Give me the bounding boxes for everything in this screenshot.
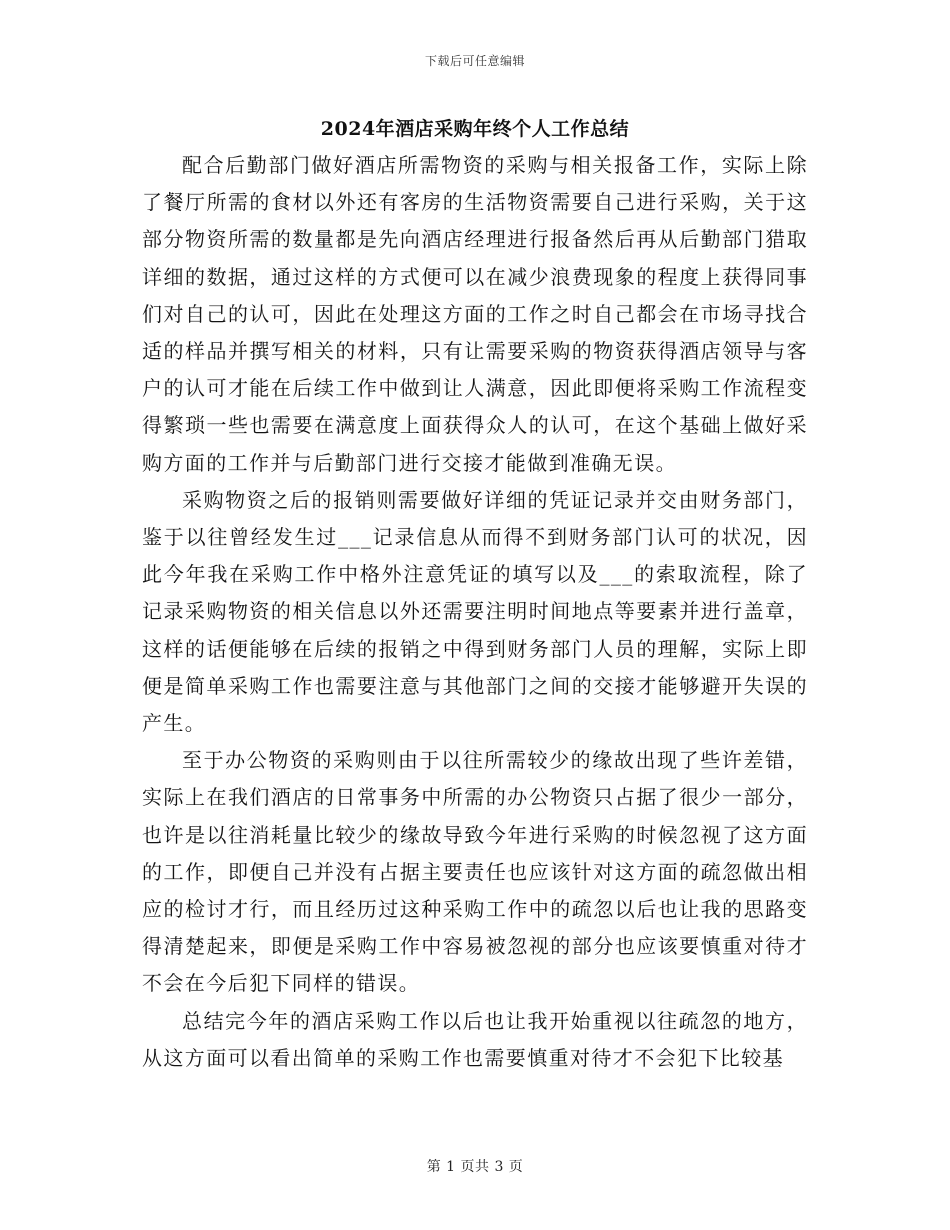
header-note: 下载后可任意编辑 (424, 54, 525, 68)
paragraph-1: 配合后勤部门做好酒店所需物资的采购与相关报备工作，实际上除了餐厅所需的食材以外还有客房的生活物资需要自己进行采购，关于这部分物资所需的数量都是先向酒店经理进行报备然后再从后勤部门猎取详细的数据，通过这样的方式便可以在减少浪费现象的程度上获得同事们对自己的认可，因此在处理这方面的工作之时自己都会在市场寻找合适的样品并撰写相关的材料，只有让需要采购的物资获得酒店领导与客户的认可才能在后续工作中做到让人满意，因此即便将采购工作流程变得繁琐一些也需要在满意度上面获得众人的认可，在这个基础上做好采购方面的工作并与后勤部门进行交接才能做到准确无误。 (142, 153, 808, 475)
paragraph-4: 总结完今年的酒店采购工作以后也让我开始重视以往疏忽的地方，从这方面可以看出简单的采购工作也需要慎重对待才不会犯下比较基 (142, 1008, 808, 1070)
paragraph-3: 至于办公物资的采购则由于以往所需较少的缘故出现了些许差错，实际上在我们酒店的日常事务中所需的办公物资只占据了很少一部分，也许是以往消耗量比较少的缘故导致今年进行采购的时候忽视了这方面的工作，即便自己并没有占据主要责任也应该针对这方面的疏忽做出相应的检讨才行，而且经历过这种采购工作中的疏忽以后也让我的思路变得清楚起来，即便是采购工作中容易被忽视的部分也应该要慎重对待才不会在今后犯下同样的错误。 (142, 748, 808, 996)
paragraph-2: 采购物资之后的报销则需要做好详细的凭证记录并交由财务部门，鉴于以往曾经发生过___记录信息从而得不到财务部门认可的状况，因此今年我在采购工作中格外注意凭证的填写以及___的索取流程，除了记录采购物资的相关信息以外还需要注明时间地点等要素并进行盖章，这样的话便能够在后续的报销之中得到财务部门人员的理解，实际上即便是简单采购工作也需要注意与其他部门之间的交接才能够避开失误的产生。 (142, 487, 808, 736)
page-number: 第 1 页共 3 页 (426, 1159, 524, 1175)
document-body (142, 147, 808, 1077)
document-title: 2024年酒店采购年终个人工作总结 (320, 118, 630, 140)
